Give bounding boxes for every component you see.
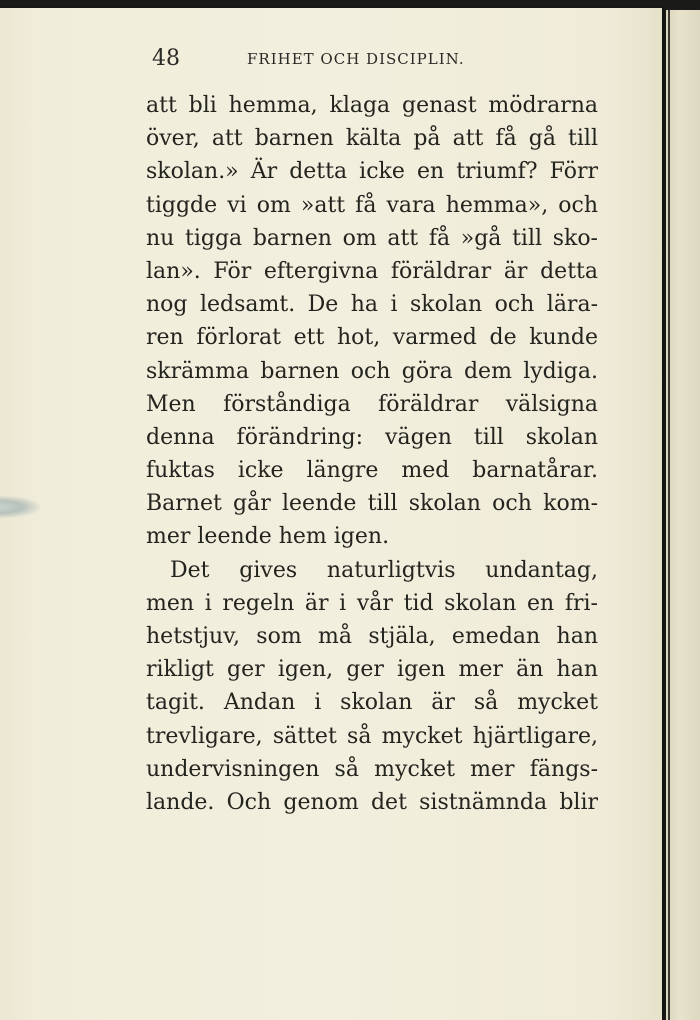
text-line: hetstjuv, som må stjäla, emedan han xyxy=(146,624,598,649)
text-line: skolan.» Är detta icke en triumf? Förr xyxy=(146,159,598,185)
running-title: FRIHET OCH DISCIPLIN. xyxy=(247,50,465,68)
text-line: nu tigga barnen om att få »gå till sko- xyxy=(146,225,598,251)
page-header xyxy=(152,44,602,78)
text-line: att bli hemma, klaga genast mödrarna xyxy=(146,93,598,118)
text-line: Det gives naturligtvis undantag, xyxy=(170,557,598,583)
text-line: Barnet går leende till skolan och kom- xyxy=(146,491,598,517)
text-line: tiggde vi om »att få vara hemma», och xyxy=(146,192,598,218)
text-line: lande. Och genom det sistnämnda blir xyxy=(146,789,598,815)
text-line: skrämma barnen och göra dem lydiga. xyxy=(146,358,598,384)
text-line: ren förlorat ett hot, varmed de kunde xyxy=(146,325,598,351)
text-line: nog ledsamt. De ha i skolan och lära- xyxy=(146,292,598,318)
page-gutter-line xyxy=(668,10,670,1020)
text-line: men i regeln är i vår tid skolan en fri- xyxy=(146,590,598,616)
text-line: tagit. Andan i skolan är så mycket xyxy=(146,690,598,716)
text-line: Men förståndiga föräldrar välsigna xyxy=(146,391,598,417)
text-line: fuktas icke längre med barnatårar. xyxy=(146,458,598,484)
text-line: rikligt ger igen, ger igen mer än han xyxy=(146,657,598,683)
text-line: undervisningen så mycket mer fängs- xyxy=(146,756,598,782)
text-line: mer leende hem igen. xyxy=(146,524,390,550)
text-line: denna förändring: vägen till skolan xyxy=(146,424,598,450)
text-line: trevligare, sättet så mycket hjärtligare, xyxy=(146,723,598,749)
body-text xyxy=(146,89,598,819)
next-page-edge xyxy=(666,10,700,1020)
text-line: lan». För eftergivna föräldrar är detta xyxy=(146,258,598,284)
page-number: 48 xyxy=(152,46,180,71)
text-line: över, att barnen kälta på att få gå till xyxy=(146,126,598,152)
page-fold-mark xyxy=(0,496,40,518)
